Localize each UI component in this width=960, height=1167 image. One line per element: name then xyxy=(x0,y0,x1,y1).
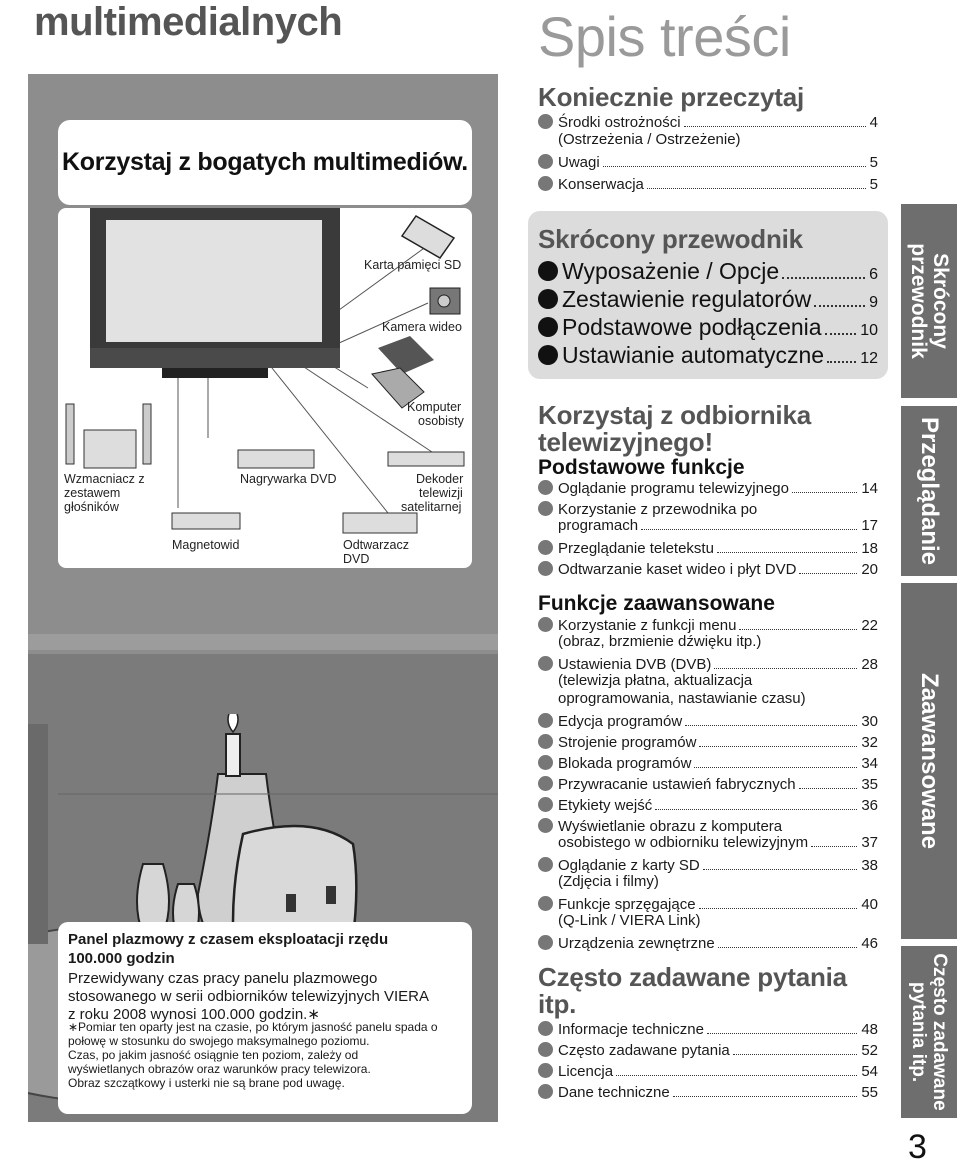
subsection-advanced: Funkcje zaawansowane xyxy=(538,592,775,615)
toc-entry[interactable] xyxy=(538,538,878,557)
toc-entry[interactable] xyxy=(538,855,878,874)
bullet-icon xyxy=(538,345,558,365)
dot-leader xyxy=(699,746,857,747)
bullet-icon xyxy=(538,1021,553,1036)
toc-entry[interactable] xyxy=(538,499,878,518)
label-amp-3: głośników xyxy=(64,500,119,514)
label-vcr: Magnetowid xyxy=(172,538,240,552)
dot-leader xyxy=(799,788,858,789)
entry-label: Ustawienia DVB (DVB) xyxy=(558,656,712,673)
toc-entry[interactable] xyxy=(538,615,878,634)
dot-leader xyxy=(714,668,857,669)
bullet-icon xyxy=(538,154,553,169)
entry-page: 32 xyxy=(861,734,878,751)
entry-label: Środki ostrożności xyxy=(558,114,681,131)
tab-advanced[interactable] xyxy=(901,583,957,939)
entry-page: 14 xyxy=(861,480,878,497)
bullet-icon xyxy=(538,540,553,555)
entry-page: 17 xyxy=(861,517,878,534)
tab-label-line: przewodnik xyxy=(907,243,930,359)
dot-leader xyxy=(782,277,865,279)
entry-label: Urządzenia zewnętrzne xyxy=(558,935,715,952)
entry-page: 54 xyxy=(861,1063,878,1080)
toc-entry[interactable] xyxy=(538,559,878,578)
entry-page: 34 xyxy=(861,755,878,772)
bullet-icon xyxy=(538,617,553,632)
section-quick-guide: Skrócony przewodnik xyxy=(538,224,803,254)
label-decoder-2: telewizji xyxy=(419,486,463,500)
section-faq-line2: itp. xyxy=(538,989,577,1019)
toc-entry[interactable] xyxy=(538,894,878,913)
section-use-tv: Korzystaj z odbiornika xyxy=(538,400,811,430)
bullet-icon xyxy=(538,935,553,950)
note-heading xyxy=(68,930,468,968)
tab-faq[interactable] xyxy=(901,946,957,1118)
tab-label-line: pytania itp. xyxy=(908,981,929,1083)
toc-entry[interactable] xyxy=(538,795,878,814)
toc-entry[interactable] xyxy=(538,732,878,751)
bullet-icon xyxy=(538,656,553,671)
dot-leader xyxy=(685,725,857,726)
toc-entry[interactable] xyxy=(538,1082,878,1101)
entry-continuation: oprogramowania, nastawianie czasu) xyxy=(558,690,806,707)
dot-leader xyxy=(655,809,857,810)
entry-label: Edycja programów xyxy=(558,713,683,730)
bullet-icon xyxy=(538,857,553,872)
entry-page: 20 xyxy=(861,561,878,578)
toc-entry[interactable] xyxy=(538,1019,878,1038)
toc-entry[interactable] xyxy=(538,478,878,497)
dot-leader xyxy=(699,908,858,909)
bullet-icon xyxy=(538,289,558,309)
dot-leader xyxy=(707,1033,857,1034)
entry-label: Oglądanie z karty SD xyxy=(558,857,700,874)
toc-entry[interactable] xyxy=(538,711,878,730)
toc-entry-large[interactable] xyxy=(538,342,878,372)
tab-quick-guide[interactable] xyxy=(901,204,957,398)
section-use-tv-line2: telewizyjnego! xyxy=(538,427,713,457)
entry-page: 6 xyxy=(869,266,878,283)
wall-stripe xyxy=(28,634,498,650)
entry-label: Etykiety wejść xyxy=(558,797,653,814)
entry-label: Odtwarzanie kaset wideo i płyt DVD xyxy=(558,561,797,578)
label-amp-2: zestawem xyxy=(64,486,121,500)
bullet-icon xyxy=(538,176,553,191)
entry-page: 37 xyxy=(861,834,878,851)
bullet-icon xyxy=(538,1042,553,1057)
label-decoder-1: Dekoder xyxy=(416,472,464,486)
dot-leader xyxy=(603,166,866,167)
entry-label: Korzystanie z przewodnika po xyxy=(558,501,758,518)
entry-page: 4 xyxy=(869,114,878,131)
note-footnote xyxy=(68,1020,472,1090)
toc-entry[interactable] xyxy=(538,1040,878,1059)
entry-page: 9 xyxy=(869,294,878,311)
bullet-icon xyxy=(538,1063,553,1078)
entry-label: programach xyxy=(558,517,639,534)
toc-entry-continuation[interactable] xyxy=(558,834,878,851)
note-heading-line: 100.000 godzin xyxy=(68,950,175,967)
bullet-icon xyxy=(538,501,553,516)
entry-label: Korzystanie z funkcji menu xyxy=(558,617,737,634)
entry-page: 5 xyxy=(869,154,878,171)
bullet-icon xyxy=(538,776,553,791)
note-body-line: z roku 2008 wynosi 100.000 godzin.∗ xyxy=(68,1006,320,1023)
tab-browse[interactable] xyxy=(901,406,957,576)
entry-label: Przywracanie ustawień fabrycznych xyxy=(558,776,796,793)
toc-entry-large[interactable] xyxy=(538,258,878,288)
label-amp-1: Wzmacniacz z xyxy=(64,472,145,486)
page-number: 3 xyxy=(908,1128,927,1166)
toc-entry[interactable] xyxy=(538,933,878,952)
subsection-basic: Podstawowe funkcje xyxy=(538,456,745,479)
toc-entry[interactable] xyxy=(538,174,878,193)
note-heading-line: Panel plazmowy z czasem eksploatacji rzędu xyxy=(68,931,389,948)
dot-leader xyxy=(647,188,866,189)
bullet-icon xyxy=(538,561,553,576)
toc-entry[interactable] xyxy=(538,816,878,835)
entry-page: 18 xyxy=(861,540,878,557)
tab-label: Zaawansowane xyxy=(916,672,943,850)
bullet-icon xyxy=(538,713,553,728)
left-page-title: multimedialnych xyxy=(34,0,343,44)
label-dvd-2: DVD xyxy=(343,552,370,566)
section-faq: Często zadawane pytania xyxy=(538,962,847,992)
dot-leader xyxy=(694,767,857,768)
bullet-icon xyxy=(538,114,553,129)
entry-page: 5 xyxy=(869,176,878,193)
toc-entry[interactable] xyxy=(538,774,878,793)
tab-label-line: Często zadawane xyxy=(929,953,950,1111)
dot-leader xyxy=(811,846,857,847)
bullet-icon xyxy=(538,896,553,911)
entry-label: Zestawienie regulatorów xyxy=(562,286,812,312)
entry-page: 40 xyxy=(861,896,878,913)
dot-leader xyxy=(733,1054,858,1055)
footnote-line: Czas, po jakim jasność osiągnie ten poziom, zależy od xyxy=(68,1048,359,1062)
banner-text: Korzystaj z bogatych multimediów. xyxy=(62,148,468,176)
dot-leader xyxy=(799,573,857,574)
label-decoder-3: satelitarnej xyxy=(401,500,462,514)
dot-leader xyxy=(792,492,857,493)
entry-continuation: (Q-Link / VIERA Link) xyxy=(558,912,701,929)
dot-leader xyxy=(825,333,857,335)
entry-label: Konserwacja xyxy=(558,176,644,193)
entry-label: Często zadawane pytania xyxy=(558,1042,730,1059)
entry-label: Informacje techniczne xyxy=(558,1021,704,1038)
entry-label: Funkcje sprzęgające xyxy=(558,896,696,913)
label-computer-2: osobisty xyxy=(418,414,464,428)
entry-label: Strojenie programów xyxy=(558,734,697,751)
toc-entry-large[interactable] xyxy=(538,286,878,316)
bullet-icon xyxy=(538,261,558,281)
entry-label: Ustawianie automatyczne xyxy=(562,342,825,368)
footnote-line: Obraz szczątkowy i usterki nie są brane pod uwagę. xyxy=(68,1076,345,1090)
toc-title: Spis treści xyxy=(538,5,791,68)
plasma-lifetime-note xyxy=(58,922,472,1114)
note-body-line: stosowanego w serii odbiorników telewizyjnych VIERA xyxy=(68,988,429,1005)
entry-page: 28 xyxy=(861,656,878,673)
label-recorder: Nagrywarka DVD xyxy=(240,472,337,486)
toc-entry[interactable] xyxy=(538,654,878,673)
toc-entry[interactable] xyxy=(538,753,878,772)
tab-label-line: Skrócony xyxy=(929,253,952,349)
entry-page: 22 xyxy=(861,617,878,634)
multimedia-banner xyxy=(58,120,472,205)
toc-entry-continuation[interactable] xyxy=(558,517,878,534)
entry-page: 36 xyxy=(861,797,878,814)
footnote-line: ∗Pomiar ten oparty jest na czasie, po którym jasność panelu spada o xyxy=(68,1020,438,1034)
entry-label: Wyświetlanie obrazu z komputera xyxy=(558,818,783,835)
dot-leader xyxy=(717,552,857,553)
entry-page: 30 xyxy=(861,713,878,730)
entry-label: Blokada programów xyxy=(558,755,692,772)
dot-leader xyxy=(739,629,857,630)
dot-leader xyxy=(827,361,856,363)
toc-entry-large[interactable] xyxy=(538,314,878,344)
entry-page: 52 xyxy=(861,1042,878,1059)
tab-label: Przeglądanie xyxy=(916,416,943,566)
dot-leader xyxy=(641,529,857,530)
entry-page: 38 xyxy=(861,857,878,874)
note-body-line: Przewidywany czas pracy panelu plazmowego xyxy=(68,970,378,987)
label-camera: Kamera wideo xyxy=(382,320,462,334)
bullet-icon xyxy=(538,317,558,337)
entry-label: Oglądanie programu telewizyjnego xyxy=(558,480,789,497)
label-computer-1: Komputer xyxy=(407,400,462,414)
bullet-icon xyxy=(538,818,553,833)
entry-label: Przeglądanie teletekstu xyxy=(558,540,714,557)
connection-diagram xyxy=(58,208,472,568)
entry-page: 10 xyxy=(860,322,878,339)
label-sd-card: Karta pamięci SD xyxy=(364,258,462,272)
entry-page: 35 xyxy=(861,776,878,793)
entry-label: Podstawowe podłączenia xyxy=(562,314,822,340)
toc-entry[interactable] xyxy=(538,152,878,171)
entry-page: 55 xyxy=(861,1084,878,1101)
entry-continuation: (telewizja płatna, aktualizacja xyxy=(558,672,753,689)
bullet-icon xyxy=(538,797,553,812)
entry-label: Licencja xyxy=(558,1063,614,1080)
entry-page: 12 xyxy=(860,350,878,367)
label-dvd-1: Odtwarzacz xyxy=(343,538,409,552)
toc-entry[interactable] xyxy=(538,112,878,131)
entry-label: osobistego w odbiorniku telewizyjnym xyxy=(558,834,809,851)
dot-leader xyxy=(814,305,865,307)
dot-leader xyxy=(718,947,858,948)
dot-leader xyxy=(703,869,858,870)
bullet-icon xyxy=(538,755,553,770)
footnote-line: wyświetlanych obrazów oraz warunków pracy telewizora. xyxy=(68,1062,371,1076)
note-body xyxy=(68,970,468,1024)
entry-continuation: (obraz, brzmienie dźwięku itp.) xyxy=(558,633,762,650)
entry-label: Wyposażenie / Opcje xyxy=(562,258,780,284)
dot-leader xyxy=(616,1075,857,1076)
dot-leader xyxy=(673,1096,858,1097)
footnote-line: połowę w stosunku do swojego maksymalnego poziomu. xyxy=(68,1034,370,1048)
entry-label: Dane techniczne xyxy=(558,1084,670,1101)
tab-label xyxy=(908,953,950,1110)
bullet-icon xyxy=(538,734,553,749)
tab-label xyxy=(907,243,951,359)
entry-label: Uwagi xyxy=(558,154,600,171)
toc-entry[interactable] xyxy=(538,1061,878,1080)
entry-page: 46 xyxy=(861,935,878,952)
entry-page: 48 xyxy=(861,1021,878,1038)
dot-leader xyxy=(684,126,866,127)
bullet-icon xyxy=(538,1084,553,1099)
section-must-read: Koniecznie przeczytaj xyxy=(538,82,804,112)
entry-continuation: (Ostrzeżenia / Ostrzeżenie) xyxy=(558,131,741,148)
bullet-icon xyxy=(538,480,553,495)
entry-continuation: (Zdjęcia i filmy) xyxy=(558,873,659,890)
